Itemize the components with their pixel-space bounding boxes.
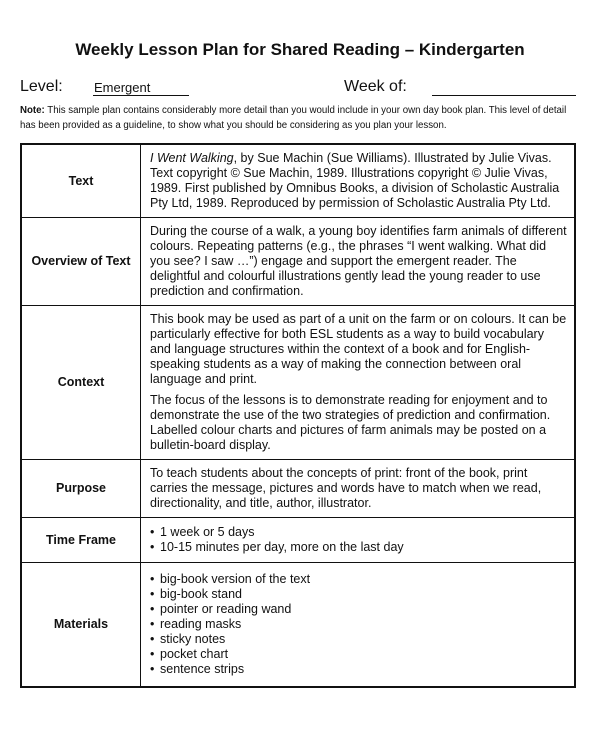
materials-list [150,572,568,677]
list-item: • big-book version of the text [150,572,568,587]
row-heading-overview: Overview of Text [21,218,141,306]
list-item: • 1 week or 5 days [150,525,568,540]
purpose-body: To teach students about the concepts of print: front of the book, print carries the message, pictures and words have to match when we read, directionality, and title, author, illustrator. [141,460,576,518]
header-fields [20,76,580,100]
week-of-blank-line [432,95,576,96]
context-body [141,306,576,460]
table-row-overview [21,218,575,306]
list-item: • reading masks [150,617,568,632]
row-heading-text: Text [21,144,141,218]
row-heading-context: Context [21,306,141,460]
list-item: • sentence strips [150,662,568,677]
timeframe-list [150,525,568,555]
level-value: Emergent [93,81,189,96]
list-item: • 10-15 minutes per day, more on the last day [150,540,568,555]
citation-details: , by Sue Machin (Sue Williams). Illustrated by Julie Vivas. Text copyright © Sue Machin, 1989. Illustrations copyright © Julie Vivas, 1989. First published by Omnibus Books, a division of Scholastic Australia Pty Ltd, 1989. Reproduced by permission of Scholastic Australia Pty Ltd. [150,151,560,210]
note-label: Note: [20,105,45,116]
level-label: Level: [20,78,63,95]
page-title: Weekly Lesson Plan for Shared Reading – Kindergarten [75,40,525,59]
list-item: • sticky notes [150,632,568,647]
row-heading-materials: Materials [21,563,141,687]
book-title: I Went Walking [150,151,234,165]
table-row-timeframe [21,518,575,563]
week-of-label: Week of: [344,78,407,95]
lesson-plan-table [20,143,576,688]
note-text: This sample plan contains considerably more detail than you would include in your own day book plan. This level of detail has been provided as a guideline, to show what you should be considering as you plan your lesson. [20,105,567,131]
row-heading-timeframe: Time Frame [21,518,141,563]
note-paragraph [20,103,580,133]
row-heading-purpose: Purpose [21,460,141,518]
table-row-context [21,306,575,460]
table-row-purpose [21,460,575,518]
text-citation [141,144,576,218]
materials-body [141,563,576,687]
overview-body: During the course of a walk, a young boy identifies farm animals of different colours. Repeating patterns (e.g., the phrases “I went walking. What did you see? I saw …”) engage and support the emergent reader. The delightful and colourful illustrations gently lead the young reader to use prediction and confirmation. [141,218,576,306]
timeframe-body [141,518,576,563]
list-item: • big-book stand [150,587,568,602]
list-item: • pointer or reading wand [150,602,568,617]
table-row-text [21,144,575,218]
list-item: • pocket chart [150,647,568,662]
context-paragraph-2: The focus of the lessons is to demonstrate reading for enjoyment and to demonstrate the use of the two strategies of prediction and confirmation. Labelled colour charts and pictures of farm animals may be posted on a bulletin-board display. [150,393,551,452]
context-paragraph-1: This book may be used as part of a unit on the farm or on colours. It can be particularly effective for both ESL students as a way to build vocabulary and language structures within the context of a book and for English-speaking students as a way of making the connection between oral language and print. [150,312,567,386]
table-row-materials [21,563,575,687]
